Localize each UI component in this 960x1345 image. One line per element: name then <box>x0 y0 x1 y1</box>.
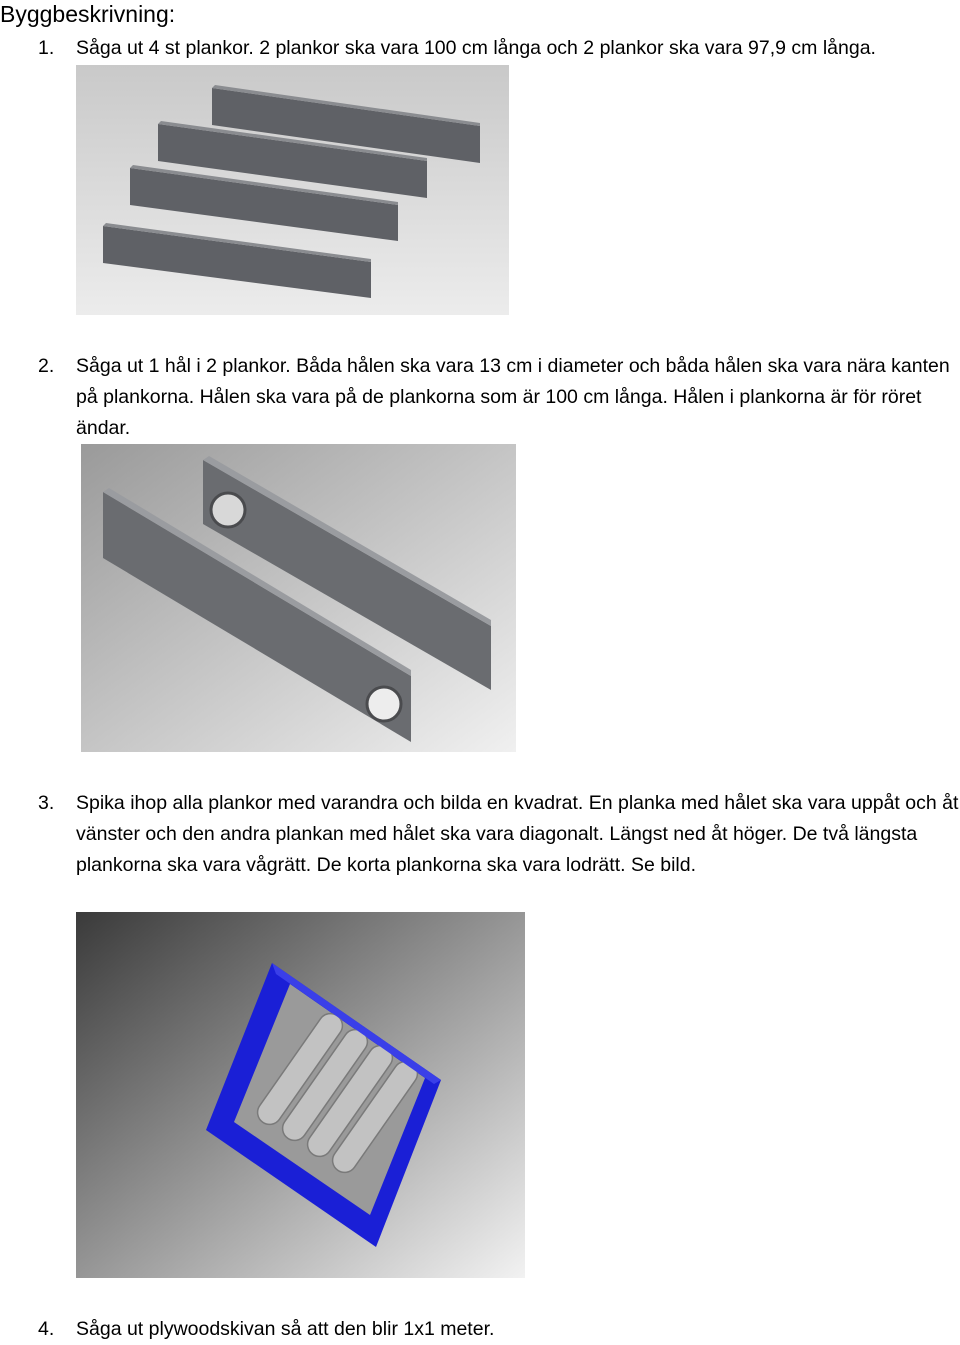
step-text: Spika ihop alla plankor med varandra och bilda en kvadrat. En planka med hålet ska vara uppåt och åt vänster och den andra plankan med hålet ska vara diagonalt. Längst ned åt höger. De två längsta plankorna ska vara vågrätt. De korta plankorna ska vara lodrätt. Se bild. <box>76 792 959 876</box>
step-number: 2. <box>38 355 55 377</box>
page-title: Byggbeskrivning: <box>0 1 176 27</box>
step-text: Såga ut plywoodskivan så att den blir 1x1 meter. <box>76 1318 495 1340</box>
step-text: Såga ut 4 st plankor. 2 plankor ska vara 100 cm långa och 2 plankor ska vara 97,9 cm långa. <box>76 37 876 59</box>
figure-planks-with-holes <box>81 444 516 752</box>
step-number: 3. <box>38 792 55 814</box>
step-number: 4. <box>38 1318 55 1340</box>
step-text: Såga ut 1 hål i 2 plankor. Båda hålen ska vara 13 cm i diameter och båda hålen ska vara nära kanten på plankorna. Hålen ska vara på de plankorna som är 100 cm långa. Hålen i plankorna är för röret ändar. <box>76 355 950 439</box>
figure-four-planks <box>76 65 509 315</box>
step-number: 1. <box>38 37 55 59</box>
figure-assembled-frame <box>76 912 525 1278</box>
